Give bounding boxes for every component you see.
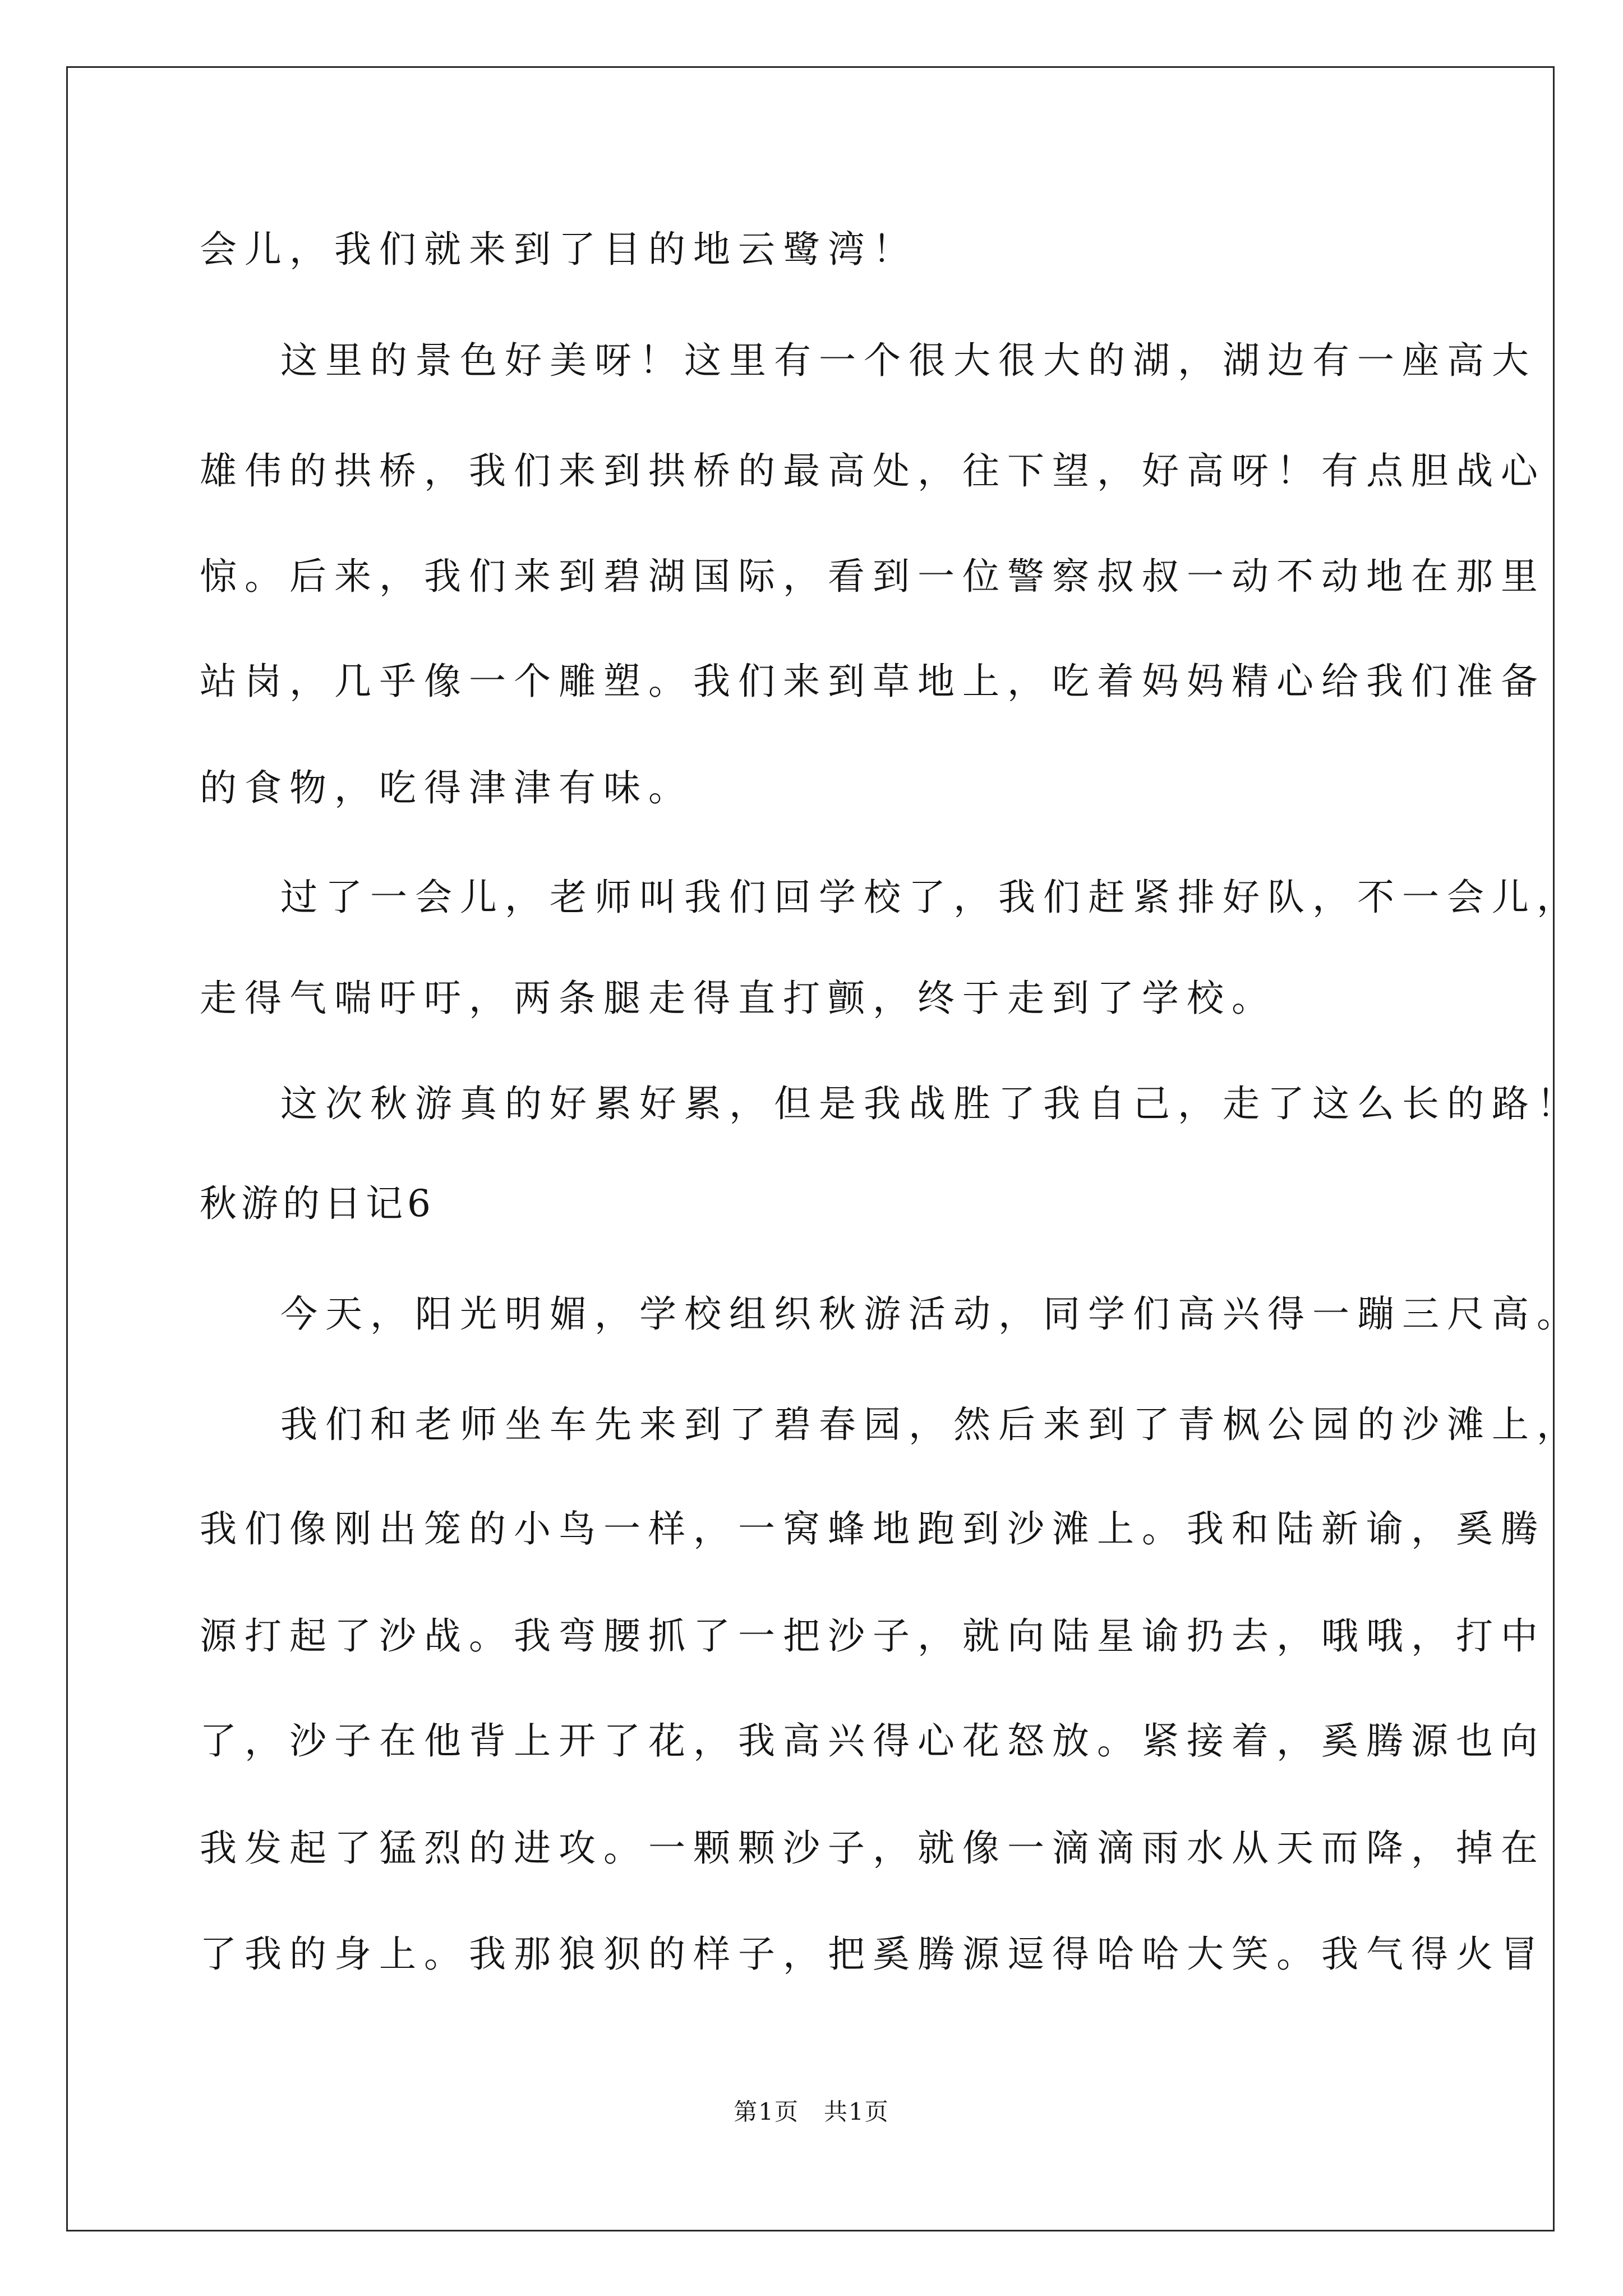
text-line: 今天，阳光明媚，学校组织秋游活动，同学们高兴得一蹦三尺高。	[280, 1292, 1581, 1336]
page-number-footer: 第1页 共1页	[734, 2098, 889, 2125]
text-line: 我们和老师坐车先来到了碧春园，然后来到了青枫公园的沙滩上，	[280, 1403, 1581, 1446]
text-line: 过了一会儿，老师叫我们回学校了，我们赶紧排好队，不一会儿，	[280, 876, 1581, 919]
text-line: 走得气喘吁吁，两条腿走得直打颤，终于走到了学校。	[200, 977, 1276, 1020]
text-line: 的食物，吃得津津有味。	[200, 766, 693, 809]
text-line: 会儿，我们就来到了目的地云鹭湾！	[200, 228, 917, 271]
text-line: 源打起了沙战。我弯腰抓了一把沙子，就向陆星谕扔去，哦哦，打中	[200, 1614, 1546, 1658]
section-heading: 秋游的日记6	[200, 1182, 435, 1225]
text-line: 这次秋游真的好累好累，但是我战胜了我自己，走了这么长的路！	[280, 1082, 1581, 1125]
text-line: 我发起了猛烈的进攻。一颗颗沙子，就像一滴滴雨水从天而降，掉在	[200, 1826, 1546, 1870]
text-line: 雄伟的拱桥，我们来到拱桥的最高处，往下望，好高呀！有点胆战心	[200, 449, 1546, 493]
text-line: 我们像刚出笼的小鸟一样，一窝蜂地跑到沙滩上。我和陆新谕，奚腾	[200, 1507, 1546, 1550]
text-line: 了，沙子在他背上开了花，我高兴得心花怒放。紧接着，奚腾源也向	[200, 1719, 1546, 1763]
text-line: 了我的身上。我那狼狈的样子，把奚腾源逗得哈哈大笑。我气得火冒	[200, 1932, 1546, 1976]
text-line: 这里的景色好美呀！这里有一个很大很大的湖，湖边有一座高大	[280, 339, 1537, 382]
text-line: 惊。后来，我们来到碧湖国际，看到一位警察叔叔一动不动地在那里	[200, 555, 1546, 598]
text-line: 站岗，几乎像一个雕塑。我们来到草地上，吃着妈妈精心给我们准备	[200, 660, 1546, 703]
